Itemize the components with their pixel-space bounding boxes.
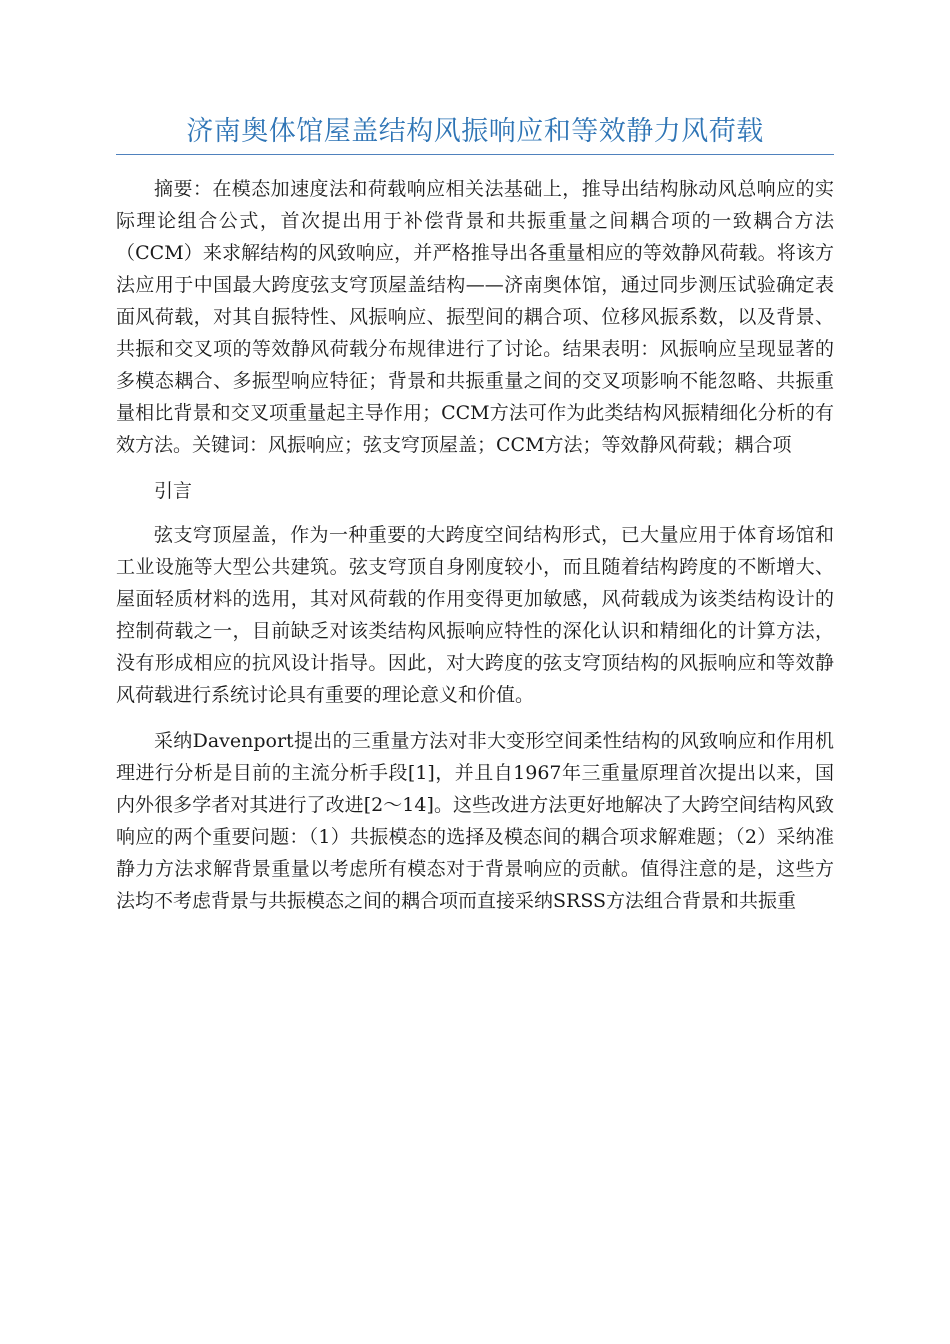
intro-paragraph-1: 弦支穹顶屋盖，作为一种重要的大跨度空间结构形式，已大量应用于体育场馆和工业设施等大型公共建筑。弦支穹顶自身刚度较小，而且随着结构跨度的不断增大、屋面轻质材料的选用，其对风荷载的作用变得更加敏感，风荷载成为该类结构设计的控制荷载之一，目前缺乏对该类结构风振响应特性的深化认识和精细化的计算方法，没有形成相应的抗风设计指导。因此，对大跨度的弦支穹顶结构的风振响应和等效静风荷载进行系统讨论具有重要的理论意义和价值。 [116, 524, 834, 706]
intro-paragraph-2: 采纳Davenport提出的三重量方法对非大变形空间柔性结构的风致响应和作用机理进行分析是目前的主流分析手段[1]，并且自1967年三重量原理首次提出以来，国内外很多学者对其进行了改进[2～14]。这些改进方法更好地解决了大跨空间结构风致响应的两个重要问题：（1）共振模态的选择及模态间的耦合项求解难题；（2）采纳准静力方法求解背景重量以考虑所有模态对于背景响应的贡献。值得注意的是，这些方法均不考虑背景与共振模态之间的耦合项而直接采纳SRSS方法组合背景和共振重 [116, 730, 834, 912]
document-page [116, 112, 834, 931]
abstract-paragraph: 摘要：在模态加速度法和荷载响应相关法基础上，推导出结构脉动风总响应的实际理论组合公式，首次提出用于补偿背景和共振重量之间耦合项的一致耦合方法（CCM）来求解结构的风致响应，并严格推导出各重量相应的等效静风荷载。将该方法应用于中国最大跨度弦支穹顶屋盖结构——济南奥体馆，通过同步测压试验确定表面风荷载，对其自振特性、风振响应、振型间的耦合项、位移风振系数，以及背景、共振和交叉项的等效静风荷载分布规律进行了讨论。结果表明：风振响应呈现显著的多模态耦合、多振型响应特征；背景和共振重量之间的交叉项影响不能忽略、共振重量相比背景和交叉项重量起主导作用；CCM方法可作为此类结构风振精细化分析的有效方法。关键词：风振响应；弦支穹顶屋盖；CCM方法；等效静风荷载；耦合项 [116, 178, 834, 456]
title-underline [116, 154, 834, 155]
intro-heading: 引言 [154, 480, 193, 502]
page-title: 济南奥体馆屋盖结构风振响应和等效静力风荷载 [186, 116, 764, 147]
